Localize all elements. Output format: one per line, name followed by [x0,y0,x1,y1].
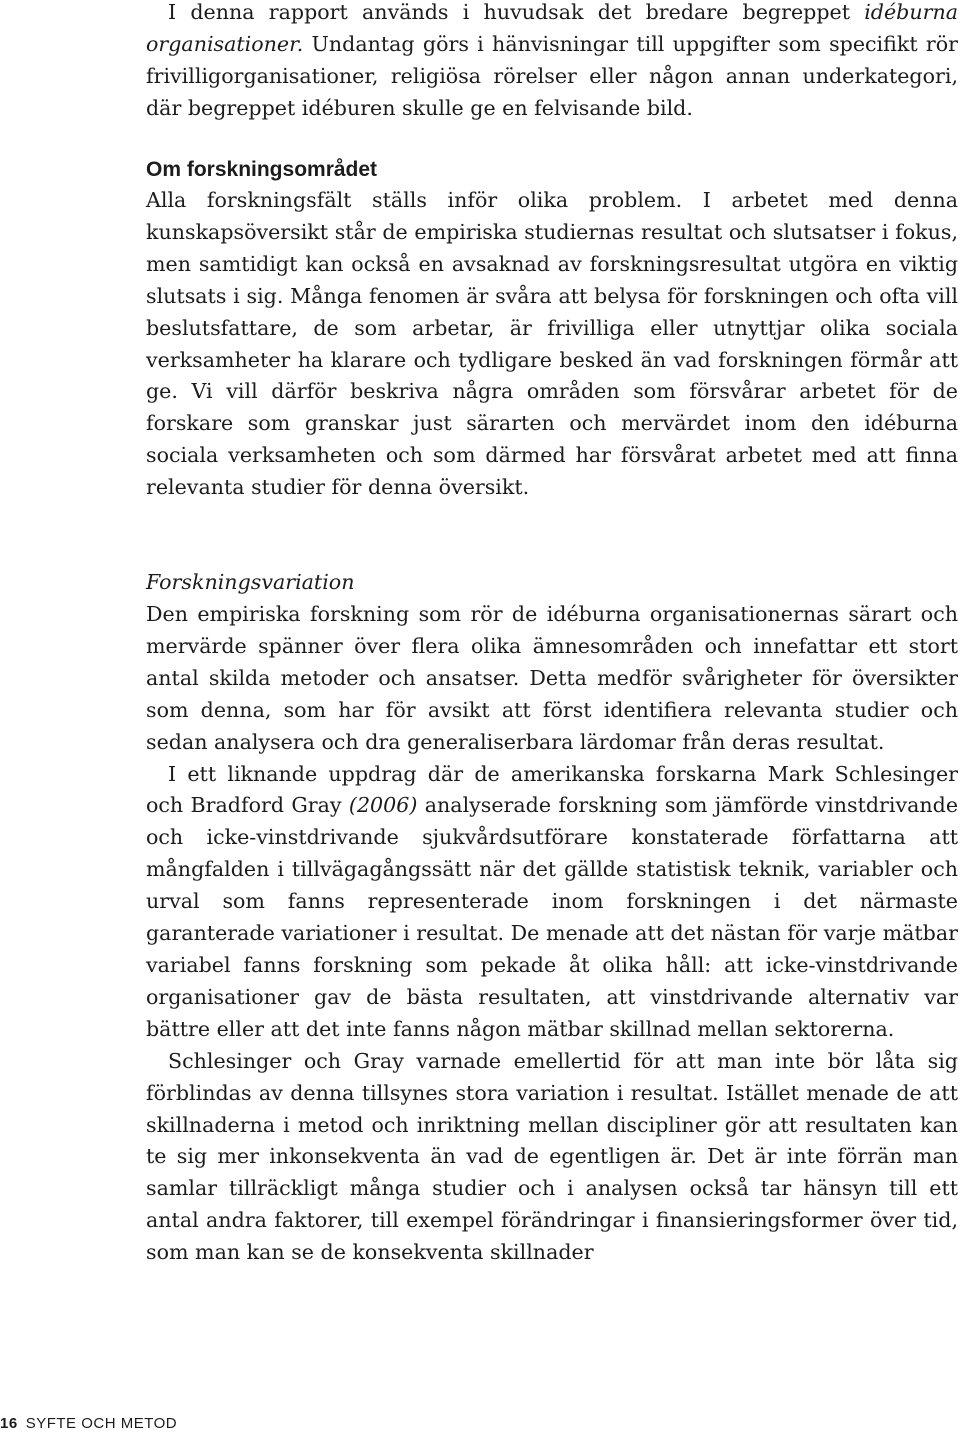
citation-year: (2006) [348,793,418,818]
subsection-heading: Forskningsvariation [146,570,355,594]
subsection-paragraph-2 [146,759,958,1046]
page-footer [0,1414,177,1434]
subsection-paragraph-1: Den empiriska forskning som rör de idéburna organisationernas särart och mervärde spänner över flera olika ämnesområden och innefattar ett stort antal skilda metoder och ansatser. Detta medför svårigheter för översikter som denna, som har för avsikt att först identifiera relevanta studier och sedan analysera och dra generaliserbara lärdomar från deras resultat. [146,602,958,754]
intro-rest-text: Undantag görs i hänvisningar till uppgifter som specifikt rör frivilligorganisationer, religiösa rörelser eller någon annan underkategori, där begreppet idéburen skulle ge en felvisande bild. [146,31,958,120]
paragraph-2-lead-text: I ett liknande uppdrag där de amerikanska forskarna Mark Schlesinger och Bradford Gray [146,761,958,818]
running-title: SYFTE OCH METOD [25,1415,178,1432]
section-paragraph: Alla forskningsfält ställs inför olika problem. I arbetet med denna kunskapsöversikt står de empiriska studiernas resultat och slutsatser i fokus, men samtidigt kan också en avsaknad av forskningsresultat utgöra en viktig slutsats i sig. Många fenomen är svåra att belysa för forskningen och ofta vill beslutsfattare, de som arbetar, är frivilliga eller utnyttjar olika sociala verksamheter ha klarare och tydligare besked än vad forskningen förmår att ge. Vi vill därför beskriva några områden som försvårar arbetet för de forskare som granskar just särarten och mervärdet inom den idéburna sociala verksamheten och som därmed har försvårat arbetet med att finna relevanta studier för denna översikt. [146,188,958,500]
intro-paragraph [146,0,958,125]
paragraph-2-rest-text: analyserade forskning som jämförde vinstdrivande och icke-vinstdrivande sjukvårdsutförare konstaterade författarna att mångfalden i tillvägagångssätt när det gällde statistisk teknik, variabler och urval som fanns representerade inom forskningen i det närmaste garanterade variationer i resultat. De menade att det nästan för varje mätbar variabel fanns forskning som pekade åt olika håll: att icke-vinstdrivande organisationer gav de bästa resultaten, att vinstdrivande alternativ var bättre eller att det inte fanns någon mätbar skillnad mellan sektorerna. [146,793,959,1041]
intro-term-text: idéburna organisationer. [146,0,958,56]
intro-lead-text: I denna rapport används i huvudsak det bredare begreppet [168,0,865,24]
section-heading: Om forskningsområdet [146,158,378,181]
subsection-paragraph-3: Schlesinger och Gray varnade emellertid för att man inte bör låta sig förblindas av denna tillsynes stora variation i resultat. Istället menade de att skillnaderna i metod och inriktning mellan discipliner gör att resultaten kan te sig mer inkonsekventa än vad de egentligen är. Det är inte förrän man samlar tillräckligt många studier och i analysen också tar hänsyn till ett antal andra faktorer, till exempel förändringar i finansieringsformer över tid, som man kan se de konsekventa skillnader [146,1048,958,1265]
subsection-body [146,599,958,1269]
page-number: 16 [0,1415,18,1432]
